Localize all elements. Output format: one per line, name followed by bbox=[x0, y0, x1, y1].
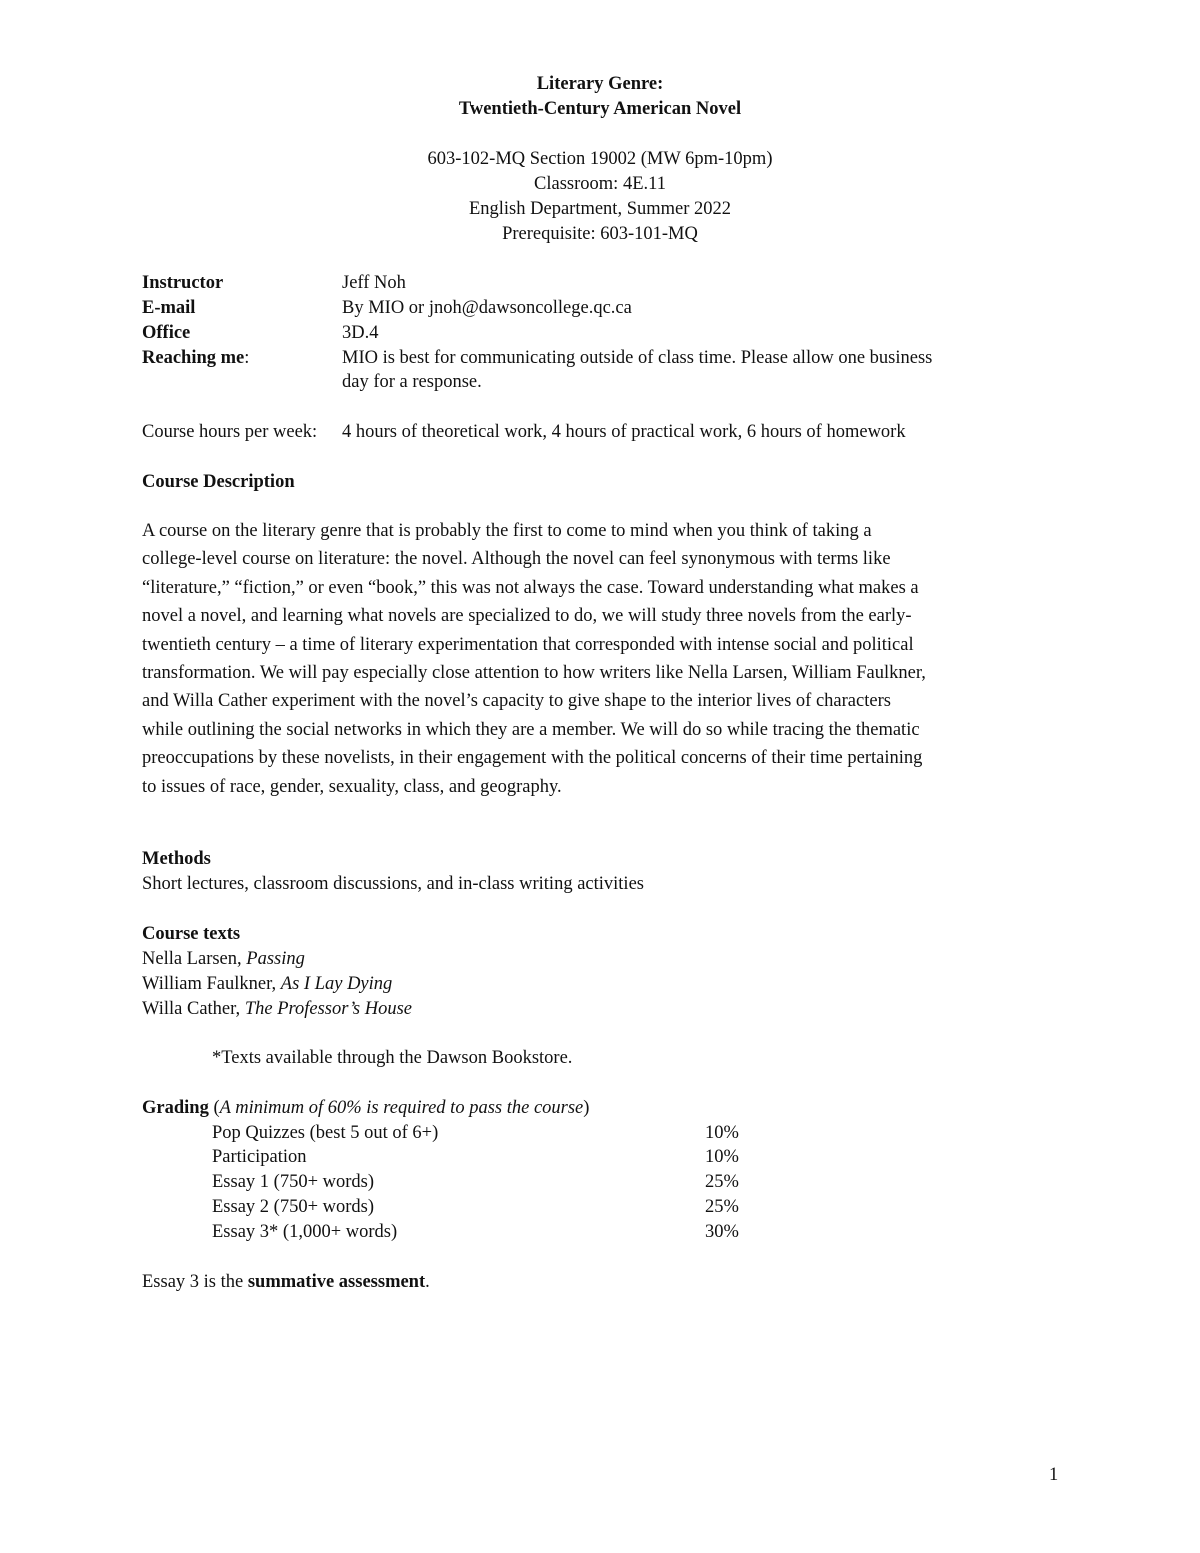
description-line: transformation. We will pay especially close attention to how writers like Nella Larsen, William Faulkner, bbox=[142, 663, 926, 683]
grading-item-weight: 25% bbox=[705, 1172, 739, 1192]
description-line: to issues of race, gender, sexuality, class, and geography. bbox=[142, 777, 562, 797]
course-texts-heading: Course texts bbox=[142, 924, 241, 944]
grading-item-name: Essay 1 (750+ words) bbox=[212, 1172, 375, 1192]
office-label: Office bbox=[142, 323, 191, 343]
reaching-me-colon: : bbox=[244, 348, 250, 368]
description-line: novel a novel, and learning what novels are specialized to do, we will study three novels from the early- bbox=[142, 606, 912, 626]
grading-item-name: Essay 3* (1,000+ words) bbox=[212, 1222, 398, 1242]
description-line: “literature,” “fiction,” or even “book,” this was not always the case. Toward understanding what makes a bbox=[142, 578, 919, 598]
office-value: 3D.4 bbox=[342, 323, 379, 343]
description-line: preoccupations by these novelists, in their engagement with the political concerns of their time pertaining bbox=[142, 748, 923, 768]
grading-item-name: Participation bbox=[212, 1147, 307, 1167]
course-title-line-1: Literary Genre: bbox=[536, 74, 664, 94]
reaching-me-value-line-2: day for a response. bbox=[342, 372, 482, 392]
course-hours-label: Course hours per week: bbox=[142, 422, 318, 442]
description-line: and Willa Cather experiment with the novel’s capacity to give shape to the interior lives of characters bbox=[142, 691, 891, 711]
description-line: while outlining the social networks in which they are a member. We will do so while tracing the thematic bbox=[142, 720, 920, 740]
prerequisite-line: Prerequisite: 603-101-MQ bbox=[502, 224, 698, 244]
page-number: 1 bbox=[1049, 1465, 1059, 1485]
grading-heading: Grading bbox=[142, 1098, 209, 1118]
course-text-title: The Professor’s House bbox=[244, 999, 413, 1019]
department-line: English Department, Summer 2022 bbox=[468, 199, 732, 219]
course-text-item bbox=[142, 947, 305, 971]
grading-heading-line bbox=[142, 1096, 589, 1120]
summative-assessment-term: summative assessment bbox=[247, 1272, 426, 1292]
course-hours-value: 4 hours of theoretical work, 4 hours of practical work, 6 hours of homework bbox=[342, 422, 906, 442]
instructor-value: Jeff Noh bbox=[342, 273, 406, 293]
email-label: E-mail bbox=[142, 298, 196, 318]
instructor-label: Instructor bbox=[142, 273, 224, 293]
methods-text: Short lectures, classroom discussions, and in-class writing activities bbox=[142, 874, 644, 894]
course-text-title: As I Lay Dying bbox=[280, 974, 393, 994]
course-text-title: Passing bbox=[246, 949, 305, 969]
course-text-author: Willa Cather, bbox=[142, 999, 245, 1019]
description-line: A course on the literary genre that is probably the first to come to mind when you think of taking a bbox=[142, 521, 872, 541]
course-code-line: 603-102-MQ Section 19002 (MW 6pm-10pm) bbox=[427, 149, 773, 169]
grading-item-name: Essay 2 (750+ words) bbox=[212, 1197, 375, 1217]
description-line: college-level course on literature: the novel. Although the novel can feel synonymous with terms like bbox=[142, 549, 891, 569]
reaching-me-label-text: Reaching me bbox=[142, 348, 245, 368]
reaching-me-label bbox=[142, 346, 249, 370]
bookstore-note: *Texts available through the Dawson Bookstore. bbox=[212, 1048, 573, 1068]
summative-prefix: Essay 3 is the bbox=[142, 1272, 248, 1292]
course-description-heading: Course Description bbox=[142, 472, 295, 492]
course-text-author: William Faulkner, bbox=[142, 974, 281, 994]
course-title-line-2: Twentieth-Century American Novel bbox=[458, 99, 742, 119]
description-line: twentieth century – a time of literary experimentation that corresponded with intense social and political bbox=[142, 635, 914, 655]
grading-item-name: Pop Quizzes (best 5 out of 6+) bbox=[212, 1123, 439, 1143]
classroom-line: Classroom: 4E.11 bbox=[534, 174, 666, 194]
reaching-me-value-line-1: MIO is best for communicating outside of class time. Please allow one business bbox=[342, 348, 933, 368]
grading-item-weight: 30% bbox=[705, 1222, 739, 1242]
grading-note-open: ( bbox=[208, 1098, 220, 1118]
course-text-item bbox=[142, 997, 412, 1021]
summative-assessment-line bbox=[142, 1270, 430, 1294]
email-value: By MIO or jnoh@dawsoncollege.qc.ca bbox=[342, 298, 632, 318]
grading-item-weight: 10% bbox=[705, 1123, 739, 1143]
grading-item-weight: 25% bbox=[705, 1197, 739, 1217]
grading-note-close: ) bbox=[583, 1098, 590, 1118]
grading-item-weight: 10% bbox=[705, 1147, 739, 1167]
methods-heading: Methods bbox=[142, 849, 211, 869]
summative-suffix: . bbox=[425, 1272, 430, 1292]
course-text-item bbox=[142, 972, 392, 996]
grading-minimum-note: A minimum of 60% is required to pass the course bbox=[219, 1098, 584, 1118]
course-text-author: Nella Larsen, bbox=[142, 949, 247, 969]
